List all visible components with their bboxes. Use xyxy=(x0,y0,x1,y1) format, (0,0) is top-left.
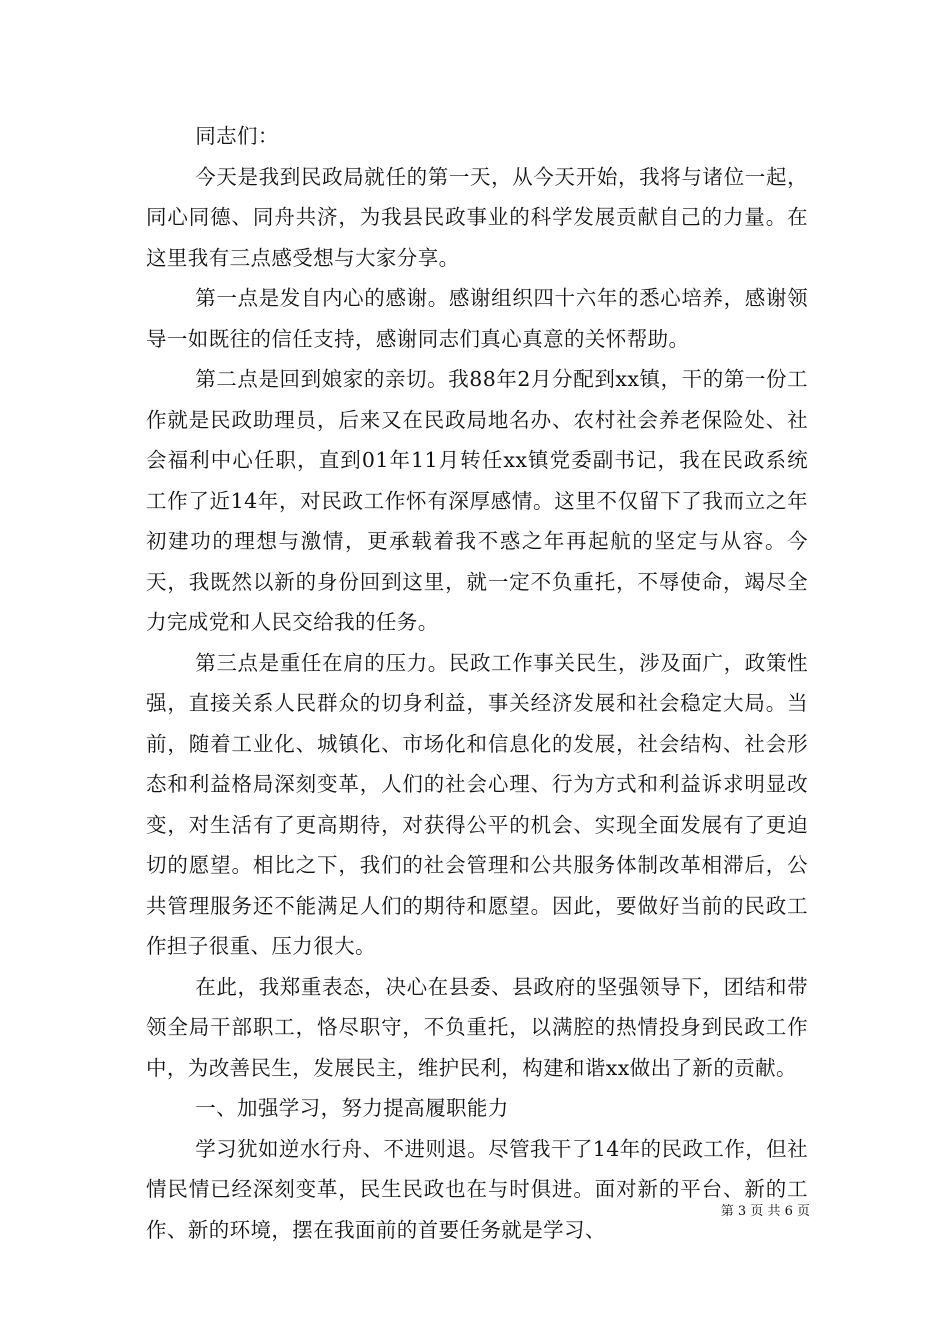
document-body xyxy=(146,116,808,1250)
page-number: 第 3 页 共 6 页 xyxy=(720,1204,810,1219)
paragraph-study: 学习犹如逆水行舟、不进则退。尽管我干了14年的民政工作，但社情民情已经深刻变革，民生民政也在与时俱进。面对新的平台、新的工作、新的环境，摆在我面前的首要任务就是学习、 xyxy=(146,1136,808,1242)
paragraph-point-two: 第二点是回到娘家的亲切。我88年2月分配到xx镇，干的第一份工作就是民政助理员，后来又在民政局地名办、农村社会养老保险处、社会福利中心任职，直到01年11月转任xx镇党委副书记，我在民政系统工作了近14年，对民政工作怀有深厚感情。这里不仅留下了我而立之年初建功的理想与激情，更承载着我不惑之年再起航的坚定与从容。今天，我既然以新的身份回到这里，就一定不负重托，不辱使命，竭尽全力完成党和人民交给我的任务。 xyxy=(146,367,808,634)
paragraph-point-three: 第三点是重任在肩的压力。民政工作事关民生，涉及面广，政策性强，直接关系人民群众的切身利益，事关经济发展和社会稳定大局。当前，随着工业化、城镇化、市场化和信息化的发展，社会结构、社会形态和利益格局深刻变革，人们的社会心理、行为方式和利益诉求明显改变，对生活有了更高期待，对获得公平的机会、实现全面发展有了更迫切的愿望。相比之下，我们的社会管理和公共服务体制改革相滞后，公共管理服务还不能满足人们的期待和愿望。因此，要做好当前的民政工作担子很重、压力很大。 xyxy=(146,650,808,958)
paragraph-intro: 今天是我到民政局就任的第一天，从今天开始，我将与诸位一起，同心同德、同舟共济，为我县民政事业的科学发展贡献自己的力量。在这里我有三点感受想与大家分享。 xyxy=(146,164,808,270)
paragraph-pledge: 在此，我郑重表态，决心在县委、县政府的坚强领导下，团结和带领全局干部职工，恪尽职守，不负重托，以满腔的热情投身到民政工作中，为改善民生，发展民主，维护民利，构建和谐xx做出了新的贡献。 xyxy=(146,974,808,1080)
salutation: 同志们： xyxy=(195,124,279,148)
section-heading: 一、加强学习，努力提高履职能力 xyxy=(195,1096,509,1120)
paragraph-point-one: 第一点是发自内心的感谢。感谢组织四十六年的悉心培养，感谢领导一如既往的信任支持，感谢同志们真心真意的关怀帮助。 xyxy=(146,286,808,351)
